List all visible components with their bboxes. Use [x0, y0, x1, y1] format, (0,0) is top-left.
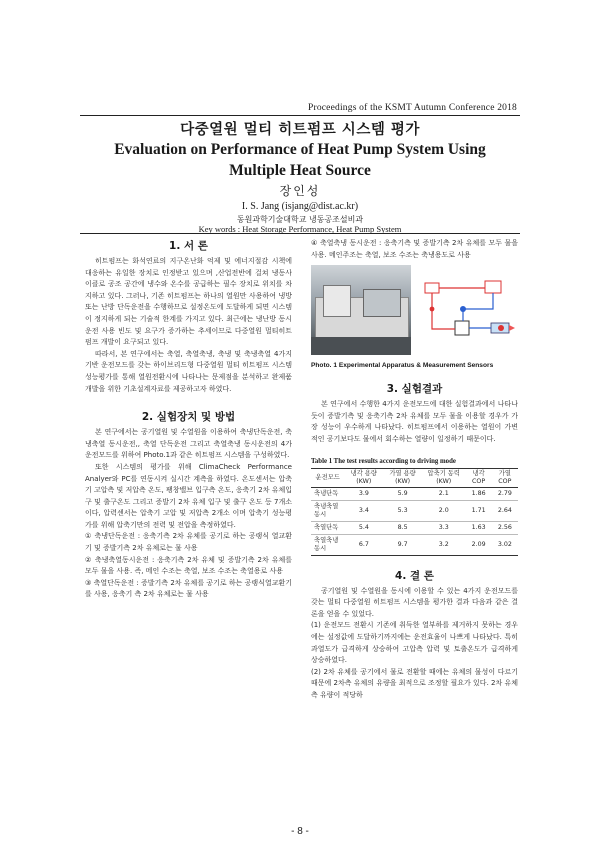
- table-cell: 3.2: [422, 534, 465, 555]
- keywords-rule: [80, 233, 520, 234]
- section-heading-method: 2. 실험장치 및 방법: [141, 411, 236, 424]
- paragraph: 따라서, 본 연구에서는 축열, 축열축냉, 축냉 및 축냉축열 4가지 기반 운전모드를 갖는 하이브리드형 다중열원 멀티 히트펌프 시스템 성능평가를 통해 열원전환시에 나타나는 문제점을 분석하고 완제품 개발을 위한 기초설계자료를 제공하고자 하였다.: [85, 349, 292, 393]
- list-item: (2) 2차 유체를 공기에서 물로 전환할 때에는 유체의 물성이 다르기 때문에 2차측 유체의 유량을 최적으로 조정할 필요가 있다. 2차 유체측 유량이 적당하: [311, 667, 518, 699]
- section-heading-intro: 1. 서 론: [169, 240, 208, 252]
- paragraph: 본 연구에서 수행한 4가지 운전모드에 대한 실험결과에서 나타나듯이 증발기측 및 응축기측 2차 유체를 모두 물을 이용할 경우가 가장 성능이 우수하게 나타났다. 히트펌프에서 이용하는 열원이 가변적인 공기보다도 물에서 회수하는 열량이 일정하기 때문이다.: [311, 400, 518, 443]
- table-cell: 3.02: [492, 534, 518, 555]
- table-header-cell: 가열 용량 (KW): [383, 468, 422, 487]
- table-cell: 9.7: [383, 534, 422, 555]
- apparatus-photo: [311, 265, 411, 355]
- table-cell: 2.56: [492, 521, 518, 534]
- list-item: ④ 축열축냉 동시운전 : 응축기측 및 증발기측 2차 유체를 모두 물을 사용. 메인주조는 축열, 보조 수조는 축냉용도로 사용: [311, 239, 518, 259]
- title-english-line2: Multiple Heat Source: [229, 162, 371, 179]
- paragraph: 본 연구에서는 공기열원 및 수열원을 이용하여 축냉단독운전, 축냉축열 동시운전,, 축열 단독운전 그리고 축열축냉 동시운전의 4가 운전모드를 위하여 Photo.1과 같은 히트펌프 시스템을 구성하였다.: [85, 428, 292, 460]
- table-header-cell: 냉각 COP: [465, 468, 491, 487]
- page-number: - 8 -: [291, 826, 309, 837]
- paragraph: 히트펌프는 화석연료의 지구온난화 억제 및 에너지절감 시책에 대응하는 유일한 장치로 인정받고 있으며 ,산업전반에 걸쳐 냉동사이클로 공조 공간에 냉수와 온수를 공급하는 필수 장치로 위치를 차지하고 있다. 그러나, 기존 히트펌프는 하나의 열원만 사용하여 냉방 또는 난방 단독운전을 수행하므로 설정온도에 도달하게 되면 시스템이 정지하게 되는 기술적 한계를 가지고 있다. 최근에는 냉난방 동시운전 사용 빈도 및 요구가 증가하는 추세이므로 다중열원 멀티히트펌프 개발이 요구되고 있다.: [85, 257, 292, 347]
- table-header-cell: 운전모드: [311, 468, 344, 487]
- table-cell: 축냉축열동시: [311, 500, 344, 521]
- table-row: [311, 500, 518, 521]
- table-cell: 2.09: [465, 534, 491, 555]
- table-row: [311, 487, 518, 500]
- table-cell: 축열단독: [311, 521, 344, 534]
- section-heading-results: 3. 실험결과: [386, 383, 443, 396]
- paragraph: 공기열원 및 수열원을 동시에 이용할 수 있는 4가지 운전모드를 갖는 멀티 다중열원 히트펌프 시스템을 평가한 결과 다음과 같은 결론을 얻을 수 있었다.: [311, 586, 518, 618]
- figure-caption: Photo. 1 Experimental Apparatus & Measurement Sensors: [311, 362, 494, 370]
- table-caption: Table 1 The test results according to driving mode: [311, 457, 456, 465]
- title-block: [80, 118, 520, 225]
- table-cell: 2.0: [422, 500, 465, 521]
- author-english: I. S. Jang (isjang@dist.ac.kr): [241, 201, 359, 212]
- author-korean: 장인성: [279, 184, 321, 198]
- system-schematic: [415, 269, 518, 353]
- table-header-row: [311, 468, 518, 487]
- table-cell: 8.5: [383, 521, 422, 534]
- conference-header: Proceedings of the KSMT Autumn Conference 2018: [307, 103, 517, 113]
- title-english-line1: Evaluation on Performance of Heat Pump System Using: [114, 141, 486, 158]
- table-row: [311, 534, 518, 555]
- table-header-cell: 가열 COP: [492, 468, 518, 487]
- table-cell: 축열축냉동시: [311, 534, 344, 555]
- list-item: ② 축냉축열동시운전 : 응축기측 2차 유체 및 증발기측 2차 유체를 모두 물을 사용. 즉, 메인 수조는 축열, 보조 수조는 축열용로 사용: [85, 555, 292, 576]
- table-cell: 1.71: [465, 500, 491, 521]
- table-cell: 2.1: [422, 487, 465, 500]
- title-korean: 다중열원 멀티 히트펌프 시스템 평가: [180, 122, 420, 138]
- table-cell: 1.63: [465, 521, 491, 534]
- header-rule: [80, 115, 520, 116]
- section-heading-conclusion: 4. 결 론: [395, 569, 434, 582]
- table-cell: 2.64: [492, 500, 518, 521]
- table-header-cell: 냉각 용량 (KW): [344, 468, 383, 487]
- experimental-apparatus-figure: [311, 265, 518, 359]
- table-cell: 3.4: [344, 500, 383, 521]
- keywords: Key words : Heat Storage Performance, Heat Pump System: [198, 224, 402, 234]
- table-cell: 3.3: [422, 521, 465, 534]
- table-cell: 5.3: [383, 500, 422, 521]
- table-cell: 축냉단독: [311, 487, 344, 500]
- results-table: [311, 468, 518, 556]
- table-cell: 2.79: [492, 487, 518, 500]
- list-item: ③ 축열단독운전 : 증발기측 2차 유체를 공기로 하는 공랭식열교환기를 사용, 응축기 측 2차 유체로는 물 사용: [85, 578, 292, 599]
- left-column: [85, 238, 292, 601]
- table-cell: 5.9: [383, 487, 422, 500]
- table-cell: 3.9: [344, 487, 383, 500]
- table-cell: 1.86: [465, 487, 491, 500]
- list-item: ① 축냉단독운전 : 응축기측 2차 유체를 공기로 하는 공랭식 열교환기 및 증발기측 2차 유체로는 물 사용: [85, 532, 292, 553]
- table-cell: 6.7: [344, 534, 383, 555]
- table-row: [311, 521, 518, 534]
- table-header-cell: 압축기 동력 (KW): [422, 468, 465, 487]
- right-column: [311, 238, 518, 702]
- list-item: (1) 운전모드 전환시 기존에 취득한 열부하를 제거하지 못하는 경우에는 설정값에 도달하기까지에는 운전효율이 나쁘게 나타났다. 특히 과열도가 급격하게 상승하여 고압측 압력 및 토출온도가 급격하게 상승하였다.: [311, 621, 518, 665]
- table-cell: 5.4: [344, 521, 383, 534]
- affiliation: 동원과학기술대학교 냉동공조설비과: [236, 215, 364, 224]
- paragraph: 또한 시스템의 평가를 위해 ClimaCheck Performance Analyer와 PC를 연동시켜 실시간 계측을 하였다. 온도센서는 압축기 고압측 및 저압측 온도, 팽창밸브 입구측 온도, 응축기 2차 유체입구 및 출구온도 그리고 증발기 2차 유체 입구 및 출구 온도 등 7개소이다, 압력센서는 압축기 고압 및 저압측 2개소 이며 압축기 성능평가를 위해 압축기만의 전력 및 전압을 측정하였다.: [85, 462, 292, 529]
